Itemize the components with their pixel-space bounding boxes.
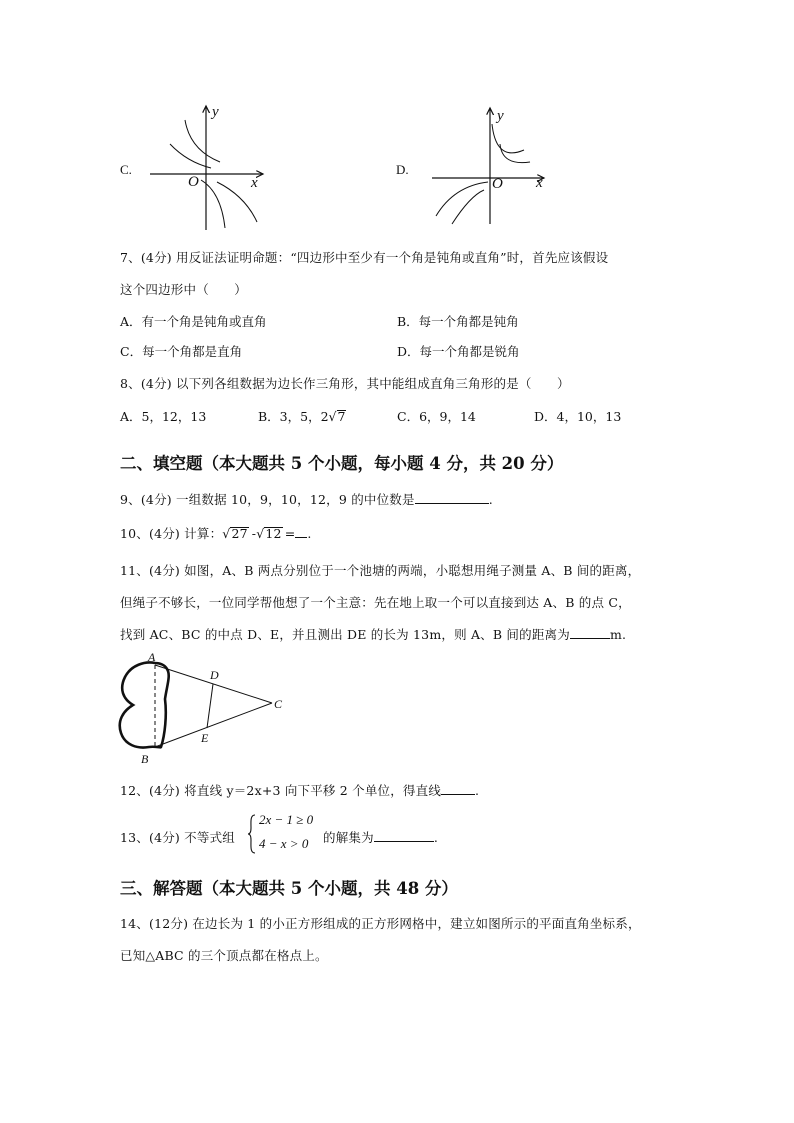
q13-inequality-2: 4 − x > 0 [259,836,309,851]
q7-option-d: D．每一个角都是锐角 [397,344,520,359]
q7-line1: 7、(4分) 用反证法证明命题：“四边形中至少有一个角是钝角或直角”时，首先应该假设 [120,250,609,265]
option-d-label: D. [396,162,409,177]
q8-option-b-prefix: B．3，5，2 [258,409,329,424]
curve-lower-left [436,182,488,216]
fig-label-c: C [274,697,283,711]
q7-line2: 这个四边形中（ ） [120,282,248,297]
q9-line [120,490,493,508]
q8-stem: 8、(4分) 以下列各组数据为边长作三角形，其中能组成直角三角形的是（ ） [120,376,570,391]
q11-end: m. [609,627,627,642]
q13-end: . [433,830,438,845]
q10-radicand-2: 12 [265,526,282,541]
q9-end: . [488,492,493,507]
q11-line2: 但绳子不够长，一位同学帮他想了一个主意：先在地上取一个可以直接到达 A、B 的点 C， [120,595,631,610]
q13-brace [247,814,257,854]
q13-inequality-1: 2x − 1 ≥ 0 [259,812,314,827]
q12-end: . [475,783,480,798]
q10-minus: - [251,526,257,541]
q14-line1: 14、(12分) 在边长为 1 的小正方形组成的正方形网格中，建立如图所示的平面直角坐标系， [120,916,641,931]
q10-answer-blank[interactable] [295,525,307,538]
q13-answer-blank[interactable] [374,829,434,842]
q13-suffix: 的解集为 [323,830,374,845]
q8-option-a: A．5，12，13 [120,409,207,424]
q14-line2: 已知△ABC 的三个顶点都在格点上。 [120,948,328,963]
q8-option-d: D．4，10，13 [534,409,622,424]
q8-option-b-radicand: 7 [337,409,346,424]
option-c-label: C. [120,162,132,177]
q10-radicand-1: 27 [231,526,248,541]
fig-label-a: A [148,650,156,664]
q8-option-c: C．6，9，14 [397,409,476,424]
sqrt-symbol: √ [222,526,231,541]
curve-upper-left-2 [185,120,220,162]
q8-option-b [258,407,346,425]
q11-answer-blank[interactable] [570,626,610,639]
q10-prefix: 10、(4分) 计算： [120,526,223,541]
c-origin-label: O [188,174,199,190]
fig-label-b: B [141,752,149,766]
curve-upper-right [492,124,524,153]
sqrt-symbol: √ [328,409,337,424]
q11-line1: 11、(4分) 如图，A、B 两点分别位于一个池塘的两端，小聪想用绳子测量 A、B 间的距离， [120,563,641,578]
q7-option-b: B．每一个角都是钝角 [397,314,519,329]
q10-end: . [307,526,312,541]
q7-option-c: C．每一个角都是直角 [120,344,243,359]
q12-line [120,781,479,799]
c-x-label: x [251,175,258,191]
sqrt-symbol: √ [256,526,265,541]
q9-answer-blank[interactable] [415,491,489,504]
curve-lower-left-2 [452,190,484,224]
q10-line [120,524,312,542]
q7-option-a: A．有一个角是钝角或直角 [120,314,267,329]
d-y-label: y [497,108,504,124]
q12-answer-blank[interactable] [441,782,475,795]
q11-line3-text: 找到 AC、BC 的中点 D、E，并且测出 DE 的长为 13m，则 A、B 间的距离为 [120,627,570,642]
option-c-graph [145,100,265,230]
segment-de [207,684,213,728]
q9-text: 9、(4分) 一组数据 10，9，10，12，9 的中位数是 [120,492,415,507]
fig-label-e: E [201,731,209,745]
segment-bc [155,703,272,747]
q13-prefix: 13、(4分) 不等式组 [120,830,235,845]
q10-eq: = [284,526,296,541]
option-d-graph [430,104,550,224]
curve-lower-right-2 [201,180,225,228]
q11-line3 [120,625,626,643]
pond-outline [120,663,169,748]
q12-text: 12、(4分) 将直线 y＝2x+3 向下平移 2 个单位，得直线 [120,783,442,798]
q13-suffix-line [323,828,438,846]
d-origin-label: O [492,176,503,192]
d-x-label: x [536,175,543,191]
curve-upper-right-2 [500,144,530,163]
q11-pond-figure [115,655,295,765]
curve-upper-left [170,144,211,168]
section-2-title: 二、填空题（本大题共 5 个小题，每小题 4 分，共 20 分） [120,454,564,473]
fig-label-d: D [210,668,219,682]
c-y-label: y [212,104,219,120]
section-3-title: 三、解答题（本大题共 5 个小题，共 48 分） [120,879,458,898]
